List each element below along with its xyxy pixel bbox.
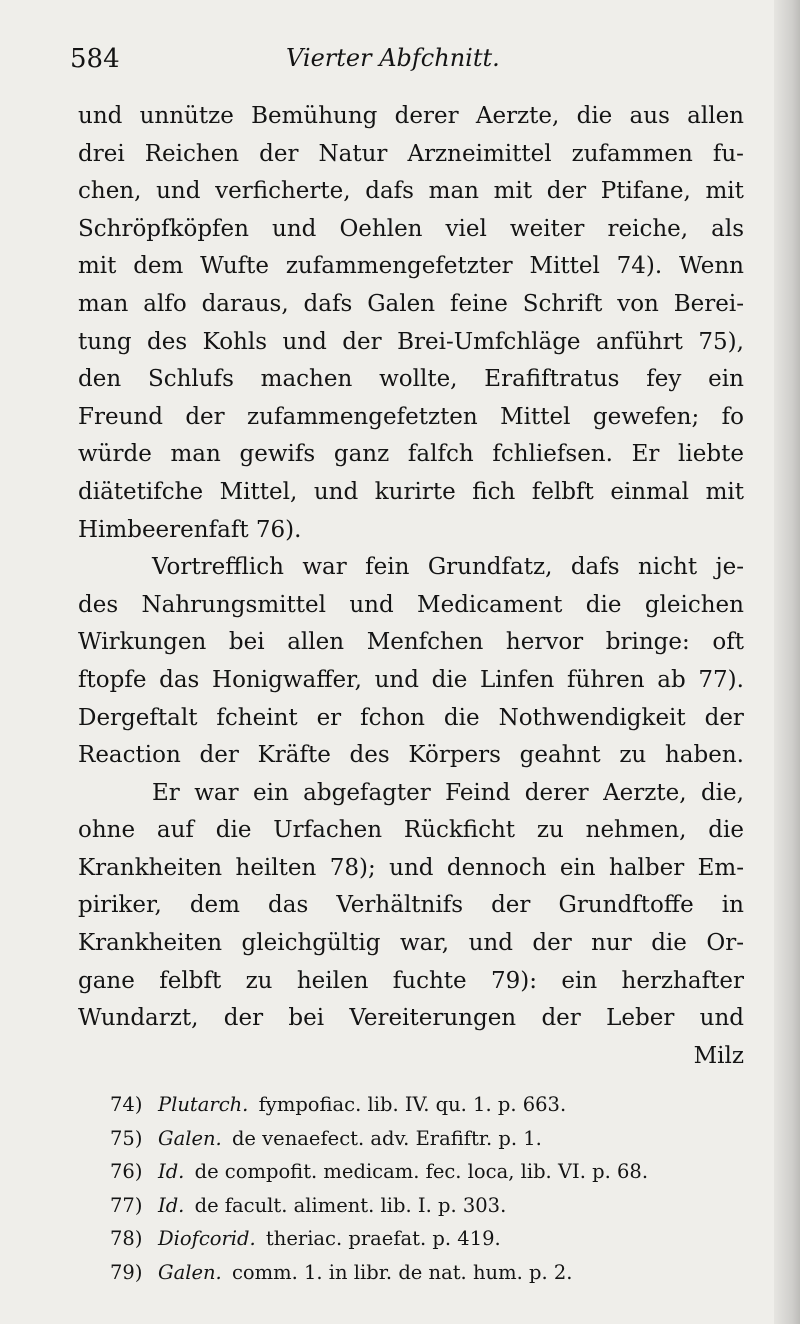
text-line: Freund der zufammengefetzten Mittel gewefen; fo: [78, 403, 744, 430]
text-line: piriker, dem das Verhältnifs der Grundftoffe in: [78, 892, 744, 919]
body-text: [78, 98, 744, 1075]
text-line: Reaction der Kräfte des Körpers geahnt zu haben.: [78, 742, 744, 769]
footnote: [110, 1088, 740, 1122]
running-head: Vierter Abfchnitt.: [286, 44, 500, 72]
text-line: gane felbft zu heilen fuchte 79): ein herzhafter: [78, 967, 744, 994]
footnote: [110, 1122, 740, 1156]
footnote-number: 79): [110, 1260, 143, 1284]
text-line: tung des Kohls und der Brei-Umfchläge anführt 75),: [78, 328, 744, 355]
text-line: Vortrefflich war fein Grundfatz, dafs nicht je-: [152, 554, 744, 581]
footnote-source: Galen.: [158, 1260, 222, 1284]
text-line: Dergeftalt fcheint er fchon die Nothwendigkeit der: [78, 704, 744, 731]
footnote-source: Id.: [158, 1160, 185, 1183]
text-line: ohne auf die Urfachen Rückficht zu nehmen, die: [78, 817, 744, 844]
footnote-source: Galen.: [158, 1126, 222, 1150]
page-number: 584: [70, 44, 120, 74]
footnote: [110, 1256, 740, 1290]
footnote-number: 74): [110, 1093, 143, 1116]
footnotes: [110, 1088, 740, 1289]
footnote-number: 77): [110, 1193, 143, 1217]
text-line: den Schlufs machen wollte, Erafiftratus fey ein: [78, 366, 744, 393]
footnote-source: Diofcorid.: [158, 1227, 256, 1250]
text-line: würde man gewifs ganz falfch fchliefsen. Er liebte: [78, 441, 744, 468]
footnote-text: comm. 1. in libr. de nat. hum. p. 2.: [225, 1260, 573, 1284]
text-line: Krankheiten heilten 78); und dennoch ein halber Em-: [78, 854, 744, 881]
text-line: Krankheiten gleichgültig war, und der nur die Or-: [78, 930, 744, 957]
text-line: drei Reichen der Natur Arzneimittel zufammen fu-: [78, 140, 744, 167]
text-line: Schröpfköpfen und Oehlen viel weiter reiche, als: [78, 215, 744, 242]
text-line: man alfo daraus, dafs Galen feine Schrift von Berei-: [78, 290, 744, 317]
text-line: Wundarzt, der bei Vereiterungen der Leber und: [78, 1005, 744, 1032]
page-header: [70, 40, 750, 80]
footnote-number: 78): [110, 1227, 143, 1250]
footnote-text: fympofiac. lib. IV. qu. 1. p. 663.: [252, 1093, 567, 1116]
text-line: diätetifche Mittel, und kurirte fich felbft einmal mit: [78, 478, 744, 505]
footnote: [110, 1222, 740, 1256]
text-line: des Nahrungsmittel und Medicament die gleichen: [78, 591, 744, 618]
footnote-number: 76): [110, 1160, 143, 1183]
footnote-text: de venaefect. adv. Erafiftr. p. 1.: [225, 1126, 542, 1150]
footnote-number: 75): [110, 1126, 143, 1150]
text-line: chen, und verficherte, dafs man mit der Ptifane, mit: [78, 178, 744, 205]
footnote-text: de facult. aliment. lib. I. p. 303.: [188, 1193, 507, 1217]
footnote-source: Id.: [158, 1193, 185, 1217]
footnote-text: de compofit. medicam. fec. loca, lib. VI. p. 68.: [188, 1160, 649, 1183]
text-line: Himbeerenfaft 76).: [78, 516, 302, 543]
text-line: Er war ein abgefagter Feind derer Aerzte, die,: [152, 779, 744, 806]
footnote: [110, 1155, 740, 1189]
page-edge: [774, 0, 800, 1324]
footnote-source: Plutarch.: [158, 1093, 249, 1116]
footnote-text: theriac. praefat. p. 419.: [259, 1227, 501, 1250]
text-line: mit dem Wufte zufammengefetzter Mittel 74). Wenn: [78, 253, 744, 280]
footnote: [110, 1189, 740, 1223]
text-line: Wirkungen bei allen Menfchen hervor bringe: oft: [78, 629, 744, 656]
text-line: und unnütze Bemühung derer Aerzte, die aus allen: [78, 103, 744, 129]
text-line: Milz: [693, 1042, 744, 1069]
text-line: ftopfe das Honigwaffer, und die Linfen führen ab 77).: [78, 666, 744, 693]
